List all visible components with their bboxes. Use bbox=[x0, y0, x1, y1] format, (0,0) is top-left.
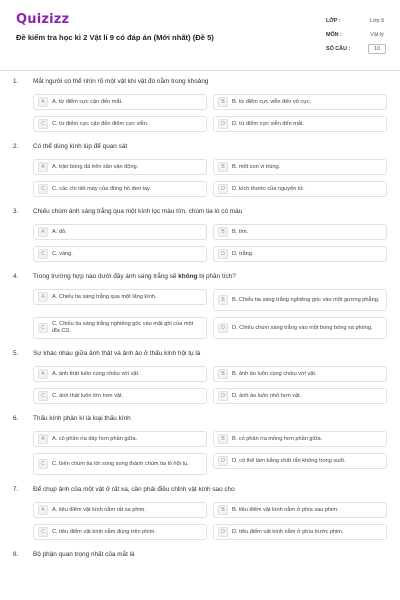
answer-option-a[interactable] bbox=[33, 431, 207, 447]
answer-option-b[interactable] bbox=[213, 159, 387, 175]
answer-option-d[interactable] bbox=[213, 524, 387, 540]
option-text: D. Chiếu chùm sáng trắng vào một bong bóng xà phòng. bbox=[232, 324, 373, 331]
answer-option-a[interactable] bbox=[33, 289, 207, 305]
option-text: A. tiêu điểm vật kính nằm rất xa phim. bbox=[52, 506, 146, 513]
option-letter-badge: B bbox=[218, 505, 228, 515]
question-number: 2. bbox=[13, 143, 19, 150]
answer-option-b[interactable] bbox=[213, 366, 387, 382]
answer-option-d[interactable] bbox=[213, 246, 387, 262]
question-number: 4. bbox=[13, 273, 19, 280]
question-header bbox=[13, 204, 400, 224]
option-text: C. từ điểm cực cận đến điểm cực viễn. bbox=[52, 120, 149, 127]
option-letter-badge: D bbox=[218, 249, 228, 259]
worksheet-title: Đề kiểm tra học kì 2 Vật lí 9 có đáp án (Mới nhất) (Đề 5) bbox=[16, 33, 214, 42]
option-letter-badge: A bbox=[38, 434, 48, 444]
option-letter-badge: D bbox=[218, 323, 228, 333]
option-text: C. các chi tiết máy của đồng hồ đeo tay. bbox=[52, 185, 152, 192]
answer-option-c[interactable] bbox=[33, 181, 207, 197]
answer-option-c[interactable] bbox=[33, 453, 207, 475]
question-header bbox=[13, 346, 400, 366]
answer-options bbox=[13, 224, 400, 262]
question-number: 1. bbox=[13, 78, 19, 85]
option-letter-badge: D bbox=[218, 527, 228, 537]
option-text: A. Chiếu tia sáng trắng qua một lăng kính. bbox=[52, 293, 157, 300]
answer-options bbox=[13, 159, 400, 197]
answer-option-c[interactable] bbox=[33, 246, 207, 262]
meta-class bbox=[326, 14, 386, 28]
option-letter-badge: D bbox=[218, 184, 228, 194]
option-letter-badge: A bbox=[38, 505, 48, 515]
answer-option-d[interactable] bbox=[213, 388, 387, 404]
question-text: Bộ phận quan trọng nhất của mắt là bbox=[33, 551, 135, 558]
answer-option-a[interactable] bbox=[33, 366, 207, 382]
option-letter-badge: C bbox=[38, 119, 48, 129]
option-letter-badge: A bbox=[38, 97, 48, 107]
worksheet-header bbox=[0, 0, 400, 68]
question-number: 8. bbox=[13, 551, 19, 558]
quizizz-logo: Quizizz bbox=[16, 12, 70, 27]
option-text: B. Chiếu tia sáng trắng nghiêng góc vào một gương phẳng. bbox=[232, 296, 380, 303]
question-block bbox=[0, 482, 400, 540]
option-text: A. có phần rìa dày hơn phần giữa. bbox=[52, 435, 138, 442]
question-number: 6. bbox=[13, 415, 19, 422]
answer-option-d[interactable] bbox=[213, 181, 387, 197]
option-text: D. kích thước của nguyên tử. bbox=[232, 185, 305, 192]
question-text: Có thể dùng kính lúp để quan sát bbox=[33, 143, 128, 150]
option-letter-badge: D bbox=[218, 119, 228, 129]
question-text: Thấu kính phân kì là loại thấu kính bbox=[33, 415, 131, 422]
question-text-part: bị phân tích? bbox=[197, 273, 236, 280]
meta-subject-value: Vật lý bbox=[370, 32, 384, 38]
answer-option-a[interactable] bbox=[33, 159, 207, 175]
question-block bbox=[0, 269, 400, 339]
option-letter-badge: A bbox=[38, 162, 48, 172]
question-text: Mắt người có thể nhìn rõ một vật khi vật đó nằm trong khoảng bbox=[33, 78, 209, 85]
option-text: A. từ điểm cực cận đến mắt. bbox=[52, 98, 123, 105]
option-letter-badge: A bbox=[38, 369, 48, 379]
answer-option-a[interactable] bbox=[33, 224, 207, 240]
meta-class-label: LỚP : bbox=[326, 18, 341, 24]
question-header bbox=[13, 482, 400, 502]
option-letter-badge: B bbox=[218, 227, 228, 237]
option-letter-badge: C bbox=[38, 391, 48, 401]
meta-subject bbox=[326, 28, 386, 42]
answer-option-c[interactable] bbox=[33, 524, 207, 540]
answer-options bbox=[13, 94, 400, 132]
option-text: A. trận bóng đá trên sân vận động. bbox=[52, 163, 139, 170]
meta-count-value: 10 bbox=[368, 44, 386, 54]
option-text: B. tím. bbox=[232, 228, 249, 235]
answer-options bbox=[13, 289, 400, 339]
answer-options bbox=[13, 502, 400, 540]
question-text: Sự khác nhau giữa ảnh thật và ảnh ảo ở thấu kính hội tụ là bbox=[33, 350, 201, 357]
question-header bbox=[13, 269, 400, 289]
option-text: D. có thể làm bằng chất rắn không trong suốt. bbox=[232, 457, 346, 464]
answer-option-b[interactable] bbox=[213, 502, 387, 518]
question-number: 5. bbox=[13, 350, 19, 357]
question-block bbox=[0, 74, 400, 132]
question-text: Để chụp ảnh của một vật ở rất xa, cần phải điều chỉnh vật kính sao cho bbox=[33, 486, 235, 493]
option-text: C. ảnh thật luôn lớn hơn vật. bbox=[52, 392, 124, 399]
answer-option-a[interactable] bbox=[33, 94, 207, 110]
question-block bbox=[0, 346, 400, 404]
option-text: D. tiêu điểm vật kính nằm ở phía trước phim. bbox=[232, 528, 344, 535]
option-letter-badge: B bbox=[218, 434, 228, 444]
answer-options bbox=[13, 431, 400, 475]
option-text: B. từ điểm cực viễn đến vô cực. bbox=[232, 98, 312, 105]
question-header bbox=[13, 139, 400, 159]
question-number: 7. bbox=[13, 486, 19, 493]
header-divider bbox=[0, 70, 400, 71]
option-text: B. có phần rìa mỏng hơn phần giữa. bbox=[232, 435, 323, 442]
option-text: D. ảnh ảo luôn nhỏ hơn vật. bbox=[232, 392, 302, 399]
question-header bbox=[13, 411, 400, 431]
option-text: A. ảnh thật luôn cùng chiều với vật. bbox=[52, 370, 140, 377]
option-text: B. một con vi trùng. bbox=[232, 163, 281, 170]
question-text-emphasis: không bbox=[178, 273, 198, 280]
answer-option-c[interactable] bbox=[33, 317, 207, 339]
answer-option-c[interactable] bbox=[33, 116, 207, 132]
answer-option-b[interactable] bbox=[213, 289, 387, 311]
question-text: Chiếu chùm ánh sáng trắng qua một kính lọc màu tím, chùm tia ló có màu bbox=[33, 208, 243, 215]
option-letter-badge: B bbox=[218, 97, 228, 107]
answer-option-d[interactable] bbox=[213, 317, 387, 339]
option-letter-badge: C bbox=[38, 184, 48, 194]
option-text: C. vàng. bbox=[52, 250, 73, 257]
option-letter-badge: B bbox=[218, 162, 228, 172]
meta-class-value: Lớp 9 bbox=[369, 18, 385, 24]
option-text: C. tiêu điểm vật kính nằm đúng trên phim. bbox=[52, 528, 156, 535]
answer-options bbox=[13, 366, 400, 404]
option-letter-badge: C bbox=[38, 323, 48, 333]
option-letter-badge: C bbox=[38, 527, 48, 537]
meta-subject-label: MÔN : bbox=[326, 32, 342, 38]
option-letter-badge: C bbox=[38, 459, 48, 469]
option-letter-badge: D bbox=[218, 391, 228, 401]
question-text bbox=[33, 273, 400, 280]
meta-count bbox=[326, 42, 386, 56]
answer-option-c[interactable] bbox=[33, 388, 207, 404]
option-text: C. Chiếu tia sáng trắng nghiêng góc vào mặt ghi của một đĩa CD. bbox=[52, 321, 194, 334]
question-block bbox=[0, 204, 400, 262]
question-list bbox=[0, 74, 400, 567]
option-text: C. biến chùm tia tới song song thành chùm tia ló hội tụ. bbox=[52, 460, 189, 467]
question-text-part: Trong trường hợp nào dưới đây ánh sáng trắng sẽ bbox=[33, 273, 179, 280]
option-text: D. trắng. bbox=[232, 250, 254, 257]
meta-count-label: SỐ CÂU : bbox=[326, 46, 351, 52]
answer-option-b[interactable] bbox=[213, 94, 387, 110]
option-letter-badge: D bbox=[218, 456, 228, 466]
option-letter-badge: C bbox=[38, 249, 48, 259]
answer-option-d[interactable] bbox=[213, 116, 387, 132]
option-text: B. tiêu điểm vật kính nằm ở phía sau phim. bbox=[232, 506, 339, 513]
option-text: D. từ điểm cực viễn đến mắt. bbox=[232, 120, 305, 127]
question-block bbox=[0, 547, 400, 567]
answer-option-b[interactable] bbox=[213, 431, 387, 447]
option-text: B. ảnh ảo luôn cùng chiều với vật. bbox=[232, 370, 317, 377]
question-header bbox=[13, 547, 400, 567]
option-letter-badge: A bbox=[38, 292, 48, 302]
question-header bbox=[13, 74, 400, 94]
answer-option-d[interactable] bbox=[213, 453, 387, 469]
answer-option-b[interactable] bbox=[213, 224, 387, 240]
option-letter-badge: B bbox=[218, 369, 228, 379]
worksheet-meta bbox=[326, 14, 386, 56]
option-letter-badge: A bbox=[38, 227, 48, 237]
question-block bbox=[0, 139, 400, 197]
option-text: A. đỏ. bbox=[52, 228, 67, 235]
question-number: 3. bbox=[13, 208, 19, 215]
question-block bbox=[0, 411, 400, 475]
answer-option-a[interactable] bbox=[33, 502, 207, 518]
option-letter-badge: B bbox=[218, 295, 228, 305]
